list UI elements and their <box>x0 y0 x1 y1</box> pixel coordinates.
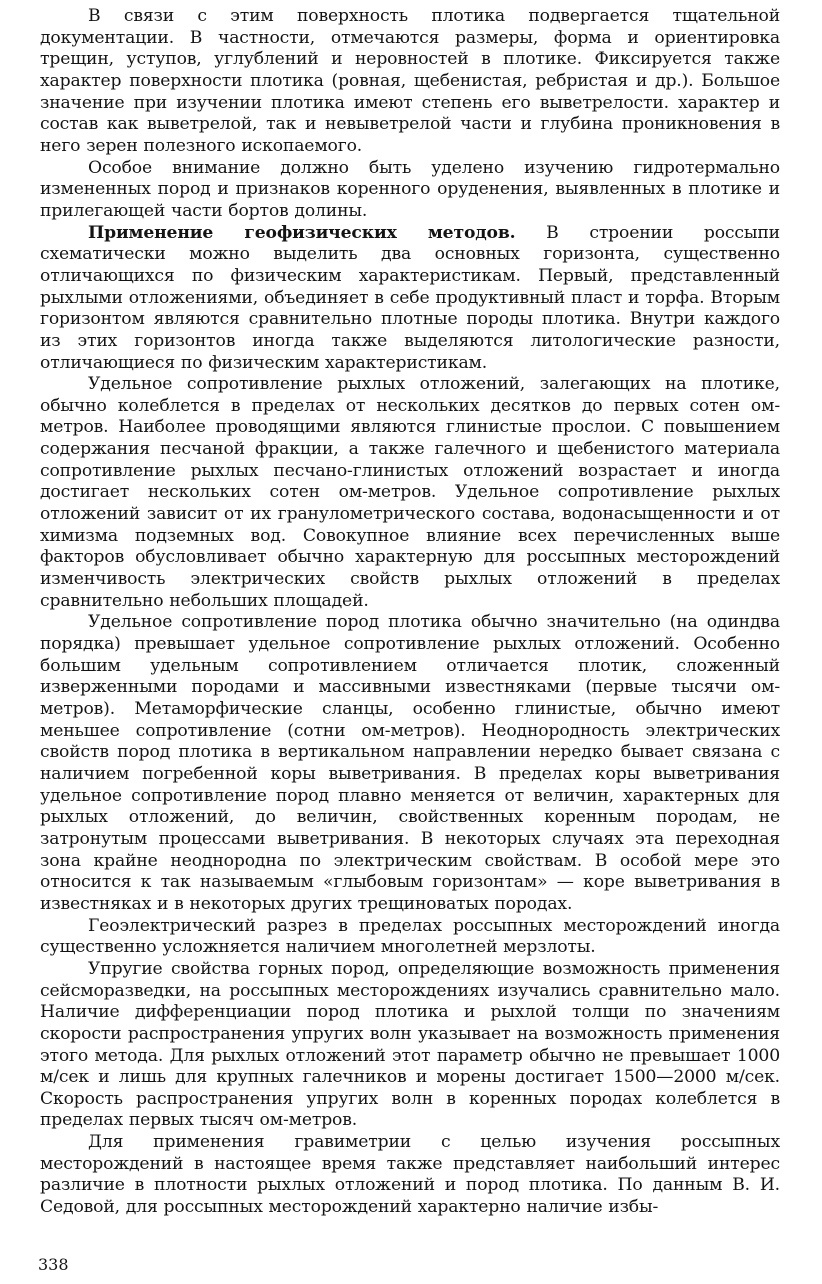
paragraph-hydrothermal-rocks: Особое внимание должно быть уделено изучению гидротермально измененных пород и признаков коренного оруденения, выявленных в плотике и прилегающей части бортов долины. <box>40 157 780 221</box>
paragraph-permafrost: Геоэлектрический разрез в пределах россыпных месторождений иногда существенно усложняется наличием многолетней мерзлоты. <box>40 915 780 958</box>
page-text-block <box>40 6 780 1219</box>
paragraph-plotik-documentation: В связи с этим поверхность плотика подвергается тщательной документации. В частности, отмечаются размеры, форма и ориентировка трещин, уступов, углублений и неровностей в плотике. Фиксируется также характер поверхности плотика (ровная, щебенистая, ребристая и др.). Большое значение при изучении плотика имеют степень его выветрелости. характер и состав как выветрелой, так и невыветрелой части и глубина проникновения в него зерен полезного ископаемого. <box>40 6 780 156</box>
section-heading: Применение геофизических методов. <box>88 222 516 243</box>
paragraph-geophysical-methods <box>40 223 780 375</box>
paragraph-bedrock-resistivity: Удельное сопротивление пород плотика обычно значительно (на одиндва порядка) превышает удельное сопротивление рыхлых отложений. Особенно большим удельным сопротивлением отличается плотик, сложенный изверженными породами и массивными известняками (первые тысячи ом-метров). Метаморфические сланцы, особенно глинистые, обычно имеют меньшее сопротивление (сотни ом-метров). Неоднородность электрических свойств пород плотика в вертикальном направлении нередко бывает связана с наличием погребенной коры выветривания. В пределах коры выветривания удельное сопротивление пород плавно меняется от величин, характерных для рыхлых отложений, до величин, свойственных коренным породам, не затронутым процессами выветривания. В некоторых случаях эта переходная зона крайне неоднородна по электрическим свойствам. В особой мере это относится к так называемым «глыбовым горизонтам» — коре выветривания в известняках и в некоторых других трещиноватых породах. <box>40 612 780 914</box>
paragraph-gravimetry: Для применения гравиметрии с целью изучения россыпных месторождений в настоящее время также представляет наибольший интерес различие в плотности рыхлых отложений и пород плотика. По данным В. И. Седовой, для россыпных месторождений характерно наличие избы- <box>40 1132 780 1218</box>
page-number: 338 <box>38 1255 69 1274</box>
paragraph-seismic-properties: Упругие свойства горных пород, определяющие возможность применения сейсморазведки, на россыпных месторождениях изучались сравнительно мало. Наличие дифференциации пород плотика и рыхлой толщи по значениям скорости распространения упругих волн указывает на возможность применения этого метода. Для рыхлых отложений этот параметр обычно не превышает 1000 м/сек и лишь для крупных галечников и морены достигает 1500—2000 м/сек. Скорость распространения упругих волн в коренных породах колеблется в пределах первых тысяч ом-метров. <box>40 958 780 1131</box>
paragraph-geophysical-methods-text: В строении россыпи схематически можно выделить два основных горизонта, существенно отличающихся по физическим характеристикам. Первый, представленный рыхлыми отложениями, объединяет в себе продуктивный пласт и торфа. Вторым горизонтом являются сравнительно плотные породы плотика. Внутри каждого из этих горизонтов иногда также выделяются литологические разности, отличающиеся по физическим характеристикам. <box>40 222 780 373</box>
paragraph-loose-deposits-resistivity: Удельное сопротивление рыхлых отложений, залегающих на плотике, обычно колеблется в пределах от нескольких десятков до первых сотен ом-метров. Наиболее проводящими являются глинистые прослои. С повышением содержания песчаной фракции, а также галечного и щебенистого материала сопротивление рыхлых песчано-глинистых отложений возрастает и иногда достигает нескольких сотен ом-метров. Удельное сопротивление рыхлых отложений зависит от их гранулометрического состава, водонасыщенности и от химизма подземных вод. Совокупное влияние всех перечисленных выше факторов обусловливает обычно характерную для россыпных месторождений изменчивость электрических свойств рыхлых отложений в пределах сравнительно небольших площадей. <box>40 374 780 611</box>
